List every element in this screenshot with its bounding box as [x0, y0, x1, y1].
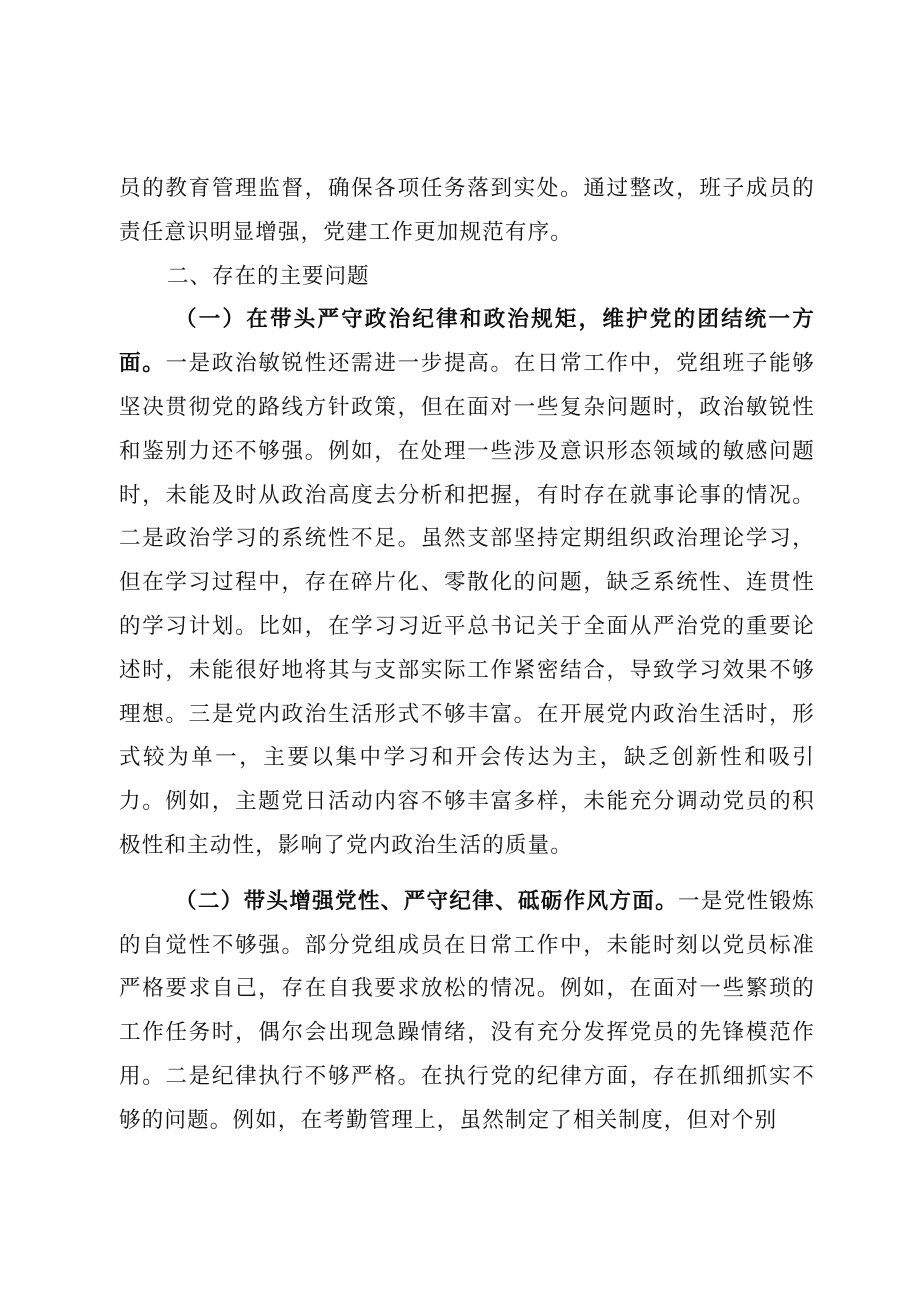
- subsection-2-paragraph: [119, 880, 815, 1143]
- document-body: [119, 167, 815, 1143]
- subsection-2-heading: （二）带头增强党性、严守纪律、砥砺作风方面。: [175, 888, 678, 914]
- subsection-1-heading: （一）在带头严守政治纪律和政治规矩，维护党的团结统一方面。: [119, 307, 815, 377]
- subsection-2-body: 一是党性锻炼的自觉性不够强。部分党组成员在日常工作中，未能时刻以党员标准严格要求自己，存在自我要求放松的情况。例如，在面对一些繁琐的工作任务时，偶尔会出现急躁情绪，没有充分发挥党员的先锋模范作用。二是纪律执行不够严格。在执行党的纪律方面，存在抓细抓实不够的问题。例如，在考勤管理上，虽然制定了相关制度，但对个别: [119, 888, 815, 1133]
- continuation-paragraph: 员的教育管理监督，确保各项任务落到实处。通过整改，班子成员的责任意识明显增强，党建工作更加规范有序。: [119, 176, 815, 245]
- subsection-1-paragraph: [119, 298, 815, 867]
- section-heading: 二、存在的主要问题: [167, 263, 370, 289]
- subsection-1-body: 一是政治敏锐性还需进一步提高。在日常工作中，党组班子能够坚决贯彻党的路线方针政策，但在面对一些复杂问题时，政治敏锐性和鉴别力还不够强。例如，在处理一些涉及意识形态领域的敏感问题时，未能及时从政治高度去分析和把握，有时存在就事论事的情况。二是政治学习的系统性不足。虽然支部坚持定期组织政治理论学习，但在学习过程中，存在碎片化、零散化的问题，缺乏系统性、连贯性的学习计划。比如，在学习习近平总书记关于全面从严治党的重要论述时，未能很好地将其与支部实际工作紧密结合，导致学习效果不够理想。三是党内政治生活形式不够丰富。在开展党内政治生活时，形式较为单一，主要以集中学习和开会传达为主，缺乏创新性和吸引力。例如，主题党日活动内容不够丰富多样，未能充分调动党员的积极性和主动性，影响了党内政治生活的质量。: [119, 351, 815, 858]
